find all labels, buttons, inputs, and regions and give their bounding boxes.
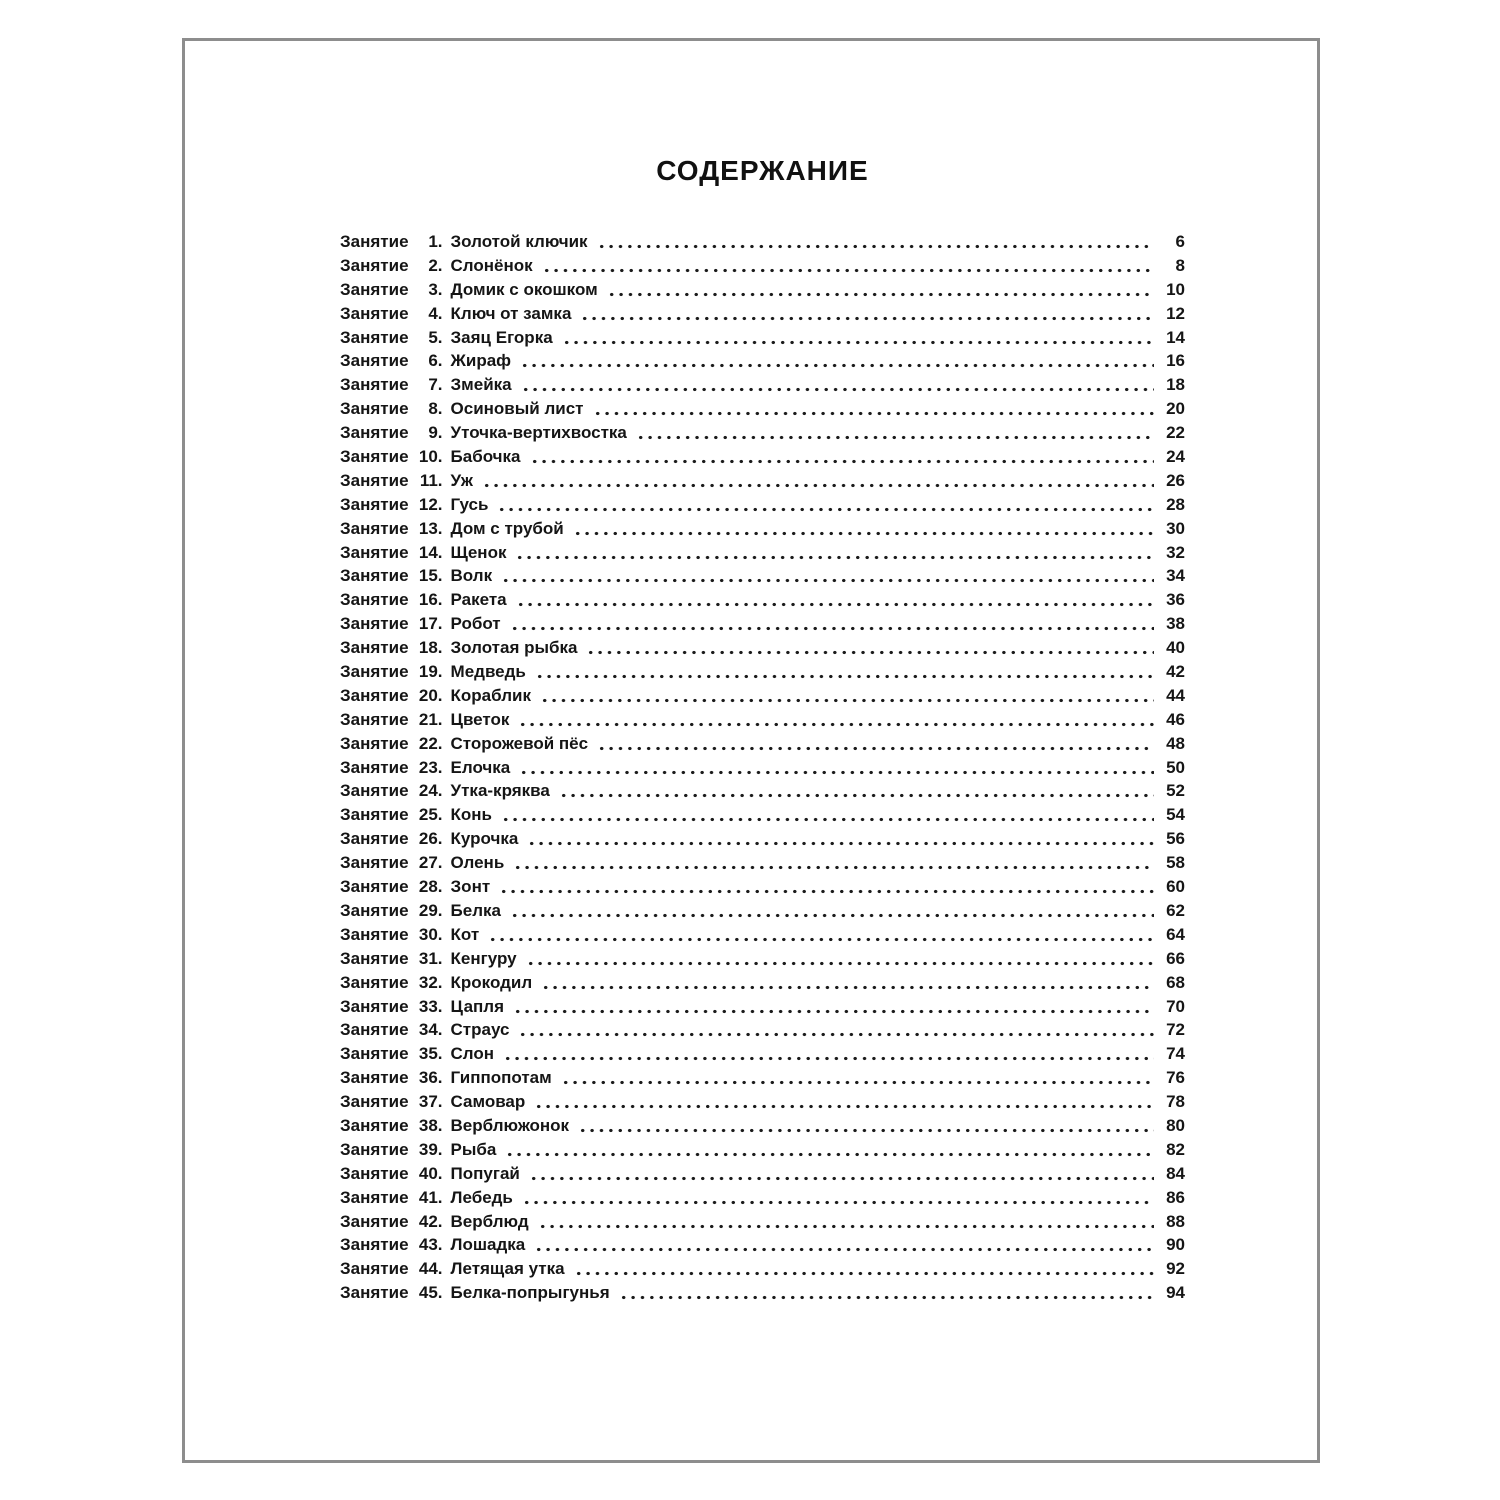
toc-item-number: 35. [418, 1044, 443, 1064]
toc-item-number: 26. [418, 829, 443, 849]
toc-item-page: 6 [1175, 232, 1185, 251]
toc-item-number: 25. [418, 805, 443, 825]
toc-item-number: 11. [419, 470, 443, 490]
toc-item-word: Занятие [340, 614, 409, 634]
toc-dot-leader [561, 1066, 1154, 1090]
toc-row [340, 708, 1185, 732]
toc-item-title: Зонт [450, 877, 491, 897]
toc-row [340, 1042, 1185, 1066]
toc-item-page: 32 [1166, 542, 1185, 562]
toc-item-page: 34 [1166, 566, 1185, 586]
toc-dot-leader [501, 803, 1154, 827]
toc-row [340, 278, 1185, 302]
toc-dot-leader [530, 445, 1155, 469]
toc-item-page: 22 [1166, 423, 1185, 443]
toc-row [340, 851, 1185, 875]
toc-item-title: Осиновый лист [450, 399, 584, 419]
toc-dot-leader [497, 493, 1154, 517]
toc-item-title: Жираф [450, 351, 512, 371]
toc-row [340, 660, 1185, 684]
toc-row [340, 302, 1185, 326]
toc-row [340, 1257, 1185, 1281]
toc-item-title: Олень [450, 853, 505, 873]
toc-row [340, 541, 1185, 565]
toc-row [340, 1090, 1185, 1114]
toc-dot-leader [559, 779, 1154, 803]
toc-item-title: Рыба [450, 1139, 497, 1159]
toc-item-number: 22. [418, 733, 443, 753]
toc-row [340, 588, 1185, 612]
toc-dot-leader [597, 732, 1154, 756]
toc-row [340, 469, 1185, 493]
toc-item-number: 41. [418, 1187, 443, 1207]
toc-item-number: 31. [418, 948, 443, 968]
toc-dot-leader [513, 851, 1154, 875]
toc-item-number: 5. [428, 327, 443, 347]
toc-item-number: 14. [418, 542, 443, 562]
toc-item-page: 76 [1166, 1068, 1185, 1088]
toc-item-word: Занятие [340, 996, 409, 1016]
toc-item-number: 30. [418, 924, 443, 944]
toc-dot-leader [499, 875, 1154, 899]
toc-item-title: Ключ от замка [450, 303, 572, 323]
toc-dot-leader [527, 827, 1154, 851]
toc-item-word: Занятие [340, 924, 409, 944]
toc-item-title: Заяц Егорка [450, 327, 553, 347]
toc-item-word: Занятие [340, 1163, 409, 1183]
toc-item-page: 56 [1166, 829, 1185, 849]
toc-item-word: Занятие [340, 900, 409, 920]
toc-item-number: 28. [418, 877, 443, 897]
toc-item-word: Занятие [340, 1115, 409, 1135]
toc-item-word: Занятие [340, 566, 409, 586]
toc-item-title: Уточка-вертихвостка [450, 423, 627, 443]
toc-item-number: 43. [418, 1235, 443, 1255]
toc-item-title: Дом с трубой [450, 518, 564, 538]
toc-item-title: Лебедь [450, 1187, 513, 1207]
toc-dot-leader [519, 756, 1154, 780]
toc-row [340, 326, 1185, 350]
toc-item-number: 17. [418, 614, 443, 634]
toc-dot-leader [542, 254, 1154, 278]
toc-item-word: Занятие [340, 757, 409, 777]
toc-item-number: 16. [418, 590, 443, 610]
toc-item-word: Занятие [340, 518, 409, 538]
toc-row [340, 636, 1185, 660]
toc-item-title: Гиппопотам [450, 1068, 552, 1088]
toc-item-title: Медведь [450, 662, 526, 682]
toc-item-word: Занятие [340, 1283, 409, 1303]
toc-item-word: Занятие [340, 1259, 409, 1279]
toc-item-page: 50 [1166, 757, 1185, 777]
toc-row [340, 1281, 1185, 1305]
toc-dot-leader [534, 1233, 1154, 1257]
toc-item-word: Занятие [340, 733, 409, 753]
toc-item-page: 36 [1166, 590, 1185, 610]
toc-dot-leader [518, 708, 1154, 732]
toc-row [340, 1066, 1185, 1090]
toc-item-title: Верблюд [450, 1211, 529, 1231]
toc-item-title: Летящая утка [450, 1259, 565, 1279]
toc-item-number: 23. [418, 757, 443, 777]
toc-dot-leader [518, 1018, 1154, 1042]
toc-dot-leader [513, 995, 1154, 1019]
toc-item-word: Занятие [340, 805, 409, 825]
toc-item-number: 10. [418, 447, 443, 467]
toc-item-title: Робот [450, 614, 501, 634]
toc-row [340, 230, 1185, 254]
toc-item-page: 10 [1166, 279, 1185, 299]
toc-item-word: Занятие [340, 279, 409, 299]
toc-item-number: 20. [418, 685, 443, 705]
toc-item-title: Бабочка [450, 447, 521, 467]
toc-item-title: Домик с окошком [450, 279, 598, 299]
toc-item-title: Верблюжонок [450, 1115, 569, 1135]
toc-dot-leader [535, 660, 1154, 684]
toc-item-page: 24 [1166, 447, 1185, 467]
toc-item-number: 18. [418, 638, 443, 658]
toc-item-title: Кораблик [450, 685, 531, 705]
toc-item-number: 29. [418, 900, 443, 920]
toc-row [340, 1138, 1185, 1162]
toc-item-number: 13. [418, 518, 443, 538]
toc-item-word: Занятие [340, 351, 409, 371]
toc-row [340, 421, 1185, 445]
toc-dot-leader [562, 326, 1154, 350]
toc-item-title: Елочка [450, 757, 511, 777]
toc-item-word: Занятие [340, 972, 409, 992]
toc-item-word: Занятие [340, 423, 409, 443]
toc-item-title: Утка-кряква [450, 781, 550, 801]
toc-dot-leader [505, 1138, 1154, 1162]
toc-item-word: Занятие [340, 1092, 409, 1112]
toc-row [340, 732, 1185, 756]
toc-item-number: 42. [418, 1211, 443, 1231]
toc-item-word: Занятие [340, 829, 409, 849]
toc-item-title: Крокодил [450, 972, 533, 992]
toc-row [340, 779, 1185, 803]
toc-dot-leader [636, 421, 1154, 445]
toc-item-number: 9. [428, 423, 443, 443]
toc-item-number: 4. [428, 303, 443, 323]
toc-item-word: Занятие [340, 1211, 409, 1231]
toc-row [340, 995, 1185, 1019]
toc-item-title: Золотая рыбка [450, 638, 578, 658]
toc-dot-leader [538, 1210, 1154, 1234]
toc-dot-leader [482, 469, 1154, 493]
toc-row [340, 971, 1185, 995]
toc-item-word: Занятие [340, 1044, 409, 1064]
toc-dot-leader [526, 947, 1154, 971]
toc-row [340, 827, 1185, 851]
toc-item-number: 34. [418, 1020, 443, 1040]
toc-item-page: 12 [1166, 303, 1185, 323]
toc-item-page: 74 [1166, 1044, 1185, 1064]
toc-item-title: Золотой ключик [450, 232, 588, 251]
toc-row [340, 756, 1185, 780]
toc-row [340, 1210, 1185, 1234]
toc-row [340, 1162, 1185, 1186]
toc-dot-leader [534, 1090, 1154, 1114]
toc-item-word: Занятие [340, 447, 409, 467]
toc-item-page: 70 [1166, 996, 1185, 1016]
toc-item-number: 7. [428, 375, 443, 395]
toc-item-title: Лошадка [450, 1235, 526, 1255]
toc-list [340, 230, 1185, 1305]
toc-item-title: Белка [450, 900, 501, 920]
toc-item-page: 90 [1166, 1235, 1185, 1255]
toc-item-page: 64 [1166, 924, 1185, 944]
toc-row [340, 803, 1185, 827]
toc-item-page: 20 [1166, 399, 1185, 419]
toc-item-page: 48 [1166, 733, 1185, 753]
toc-item-number: 45. [418, 1283, 443, 1303]
toc-dot-leader [501, 564, 1154, 588]
toc-item-title: Белка-попрыгунья [450, 1283, 610, 1303]
toc-dot-leader [540, 684, 1154, 708]
toc-item-title: Страус [450, 1020, 510, 1040]
toc-row [340, 349, 1185, 373]
toc-row [340, 517, 1185, 541]
toc-dot-leader [488, 923, 1154, 947]
toc-row [340, 1186, 1185, 1210]
toc-dot-leader [529, 1162, 1154, 1186]
toc-row [340, 397, 1185, 421]
toc-dot-leader [522, 1186, 1154, 1210]
toc-item-word: Занятие [340, 948, 409, 968]
toc-item-word: Занятие [340, 781, 409, 801]
toc-dot-leader [574, 1257, 1154, 1281]
toc-item-page: 38 [1166, 614, 1185, 634]
toc-item-page: 68 [1166, 972, 1185, 992]
toc-item-word: Занятие [340, 662, 409, 682]
toc-item-title: Ракета [450, 590, 507, 610]
book-page [182, 38, 1320, 1463]
toc-item-title: Конь [450, 805, 493, 825]
toc-item-word: Занятие [340, 327, 409, 347]
toc-item-number: 12. [418, 494, 443, 514]
toc-item-word: Занятие [340, 1187, 409, 1207]
toc-item-word: Занятие [340, 590, 409, 610]
toc-dot-leader [510, 899, 1154, 923]
toc-dot-leader [520, 349, 1154, 373]
toc-item-page: 40 [1166, 638, 1185, 658]
toc-dot-leader [597, 230, 1154, 254]
toc-row [340, 875, 1185, 899]
toc-item-page: 16 [1166, 351, 1185, 371]
toc-row [340, 1018, 1185, 1042]
toc-row [340, 923, 1185, 947]
toc-item-title: Сторожевой пёс [450, 733, 589, 753]
toc-item-word: Занятие [340, 375, 409, 395]
toc-item-page: 54 [1166, 805, 1185, 825]
toc-item-page: 30 [1166, 518, 1185, 538]
toc-item-title: Гусь [450, 494, 489, 514]
toc-item-page: 52 [1166, 781, 1185, 801]
toc-item-page: 14 [1166, 327, 1185, 347]
toc-item-number: 21. [418, 709, 443, 729]
toc-item-number: 38. [418, 1115, 443, 1135]
toc-item-page: 60 [1166, 877, 1185, 897]
toc-item-number: 27. [418, 853, 443, 873]
toc-item-number: 36. [418, 1068, 443, 1088]
toc-item-word: Занятие [340, 638, 409, 658]
toc-item-title: Цветок [450, 709, 510, 729]
toc-item-word: Занятие [340, 709, 409, 729]
toc-item-word: Занятие [340, 494, 409, 514]
toc-item-page: 46 [1166, 709, 1185, 729]
toc-item-number: 40. [418, 1163, 443, 1183]
toc-item-title: Попугай [450, 1163, 520, 1183]
toc-item-word: Занятие [340, 399, 409, 419]
toc-item-word: Занятие [340, 685, 409, 705]
toc-item-page: 28 [1166, 494, 1185, 514]
toc-item-page: 88 [1166, 1211, 1185, 1231]
toc-item-word: Занятие [340, 853, 409, 873]
toc-item-word: Занятие [340, 542, 409, 562]
toc-item-page: 86 [1166, 1187, 1185, 1207]
toc-dot-leader [578, 1114, 1154, 1138]
toc-dot-leader [503, 1042, 1154, 1066]
toc-item-page: 26 [1166, 470, 1185, 490]
toc-item-word: Занятие [340, 303, 409, 323]
toc-item-page: 92 [1166, 1259, 1185, 1279]
toc-item-number: 19. [418, 662, 443, 682]
toc-item-title: Курочка [450, 829, 519, 849]
toc-row [340, 445, 1185, 469]
toc-item-number: 8. [428, 399, 443, 419]
toc-dot-leader [593, 397, 1155, 421]
toc-item-page: 82 [1166, 1139, 1185, 1159]
toc-item-page: 80 [1166, 1115, 1185, 1135]
page-content [340, 156, 1185, 1305]
toc-item-title: Слонёнок [450, 255, 533, 275]
toc-item-page: 62 [1166, 900, 1185, 920]
page-title: СОДЕРЖАНИЕ [656, 155, 869, 186]
toc-item-word: Занятие [340, 255, 409, 275]
toc-item-title: Щенок [450, 542, 507, 562]
toc-item-word: Занятие [340, 1068, 409, 1088]
toc-item-number: 44. [418, 1259, 443, 1279]
toc-item-word: Занятие [340, 1139, 409, 1159]
toc-dot-leader [573, 517, 1154, 541]
toc-dot-leader [510, 612, 1154, 636]
toc-item-page: 94 [1166, 1283, 1185, 1303]
toc-item-word: Занятие [340, 232, 409, 251]
toc-item-word: Занятие [340, 1235, 409, 1255]
toc-item-page: 18 [1166, 375, 1185, 395]
toc-item-word: Занятие [340, 877, 409, 897]
toc-row [340, 899, 1185, 923]
toc-dot-leader [515, 541, 1154, 565]
toc-dot-leader [516, 588, 1154, 612]
toc-row [340, 1233, 1185, 1257]
toc-item-title: Цапля [450, 996, 505, 1016]
toc-item-number: 24. [418, 781, 443, 801]
toc-dot-leader [580, 302, 1154, 326]
toc-row [340, 684, 1185, 708]
toc-item-number: 2. [428, 255, 443, 275]
toc-item-word: Занятие [340, 1020, 409, 1040]
toc-row [340, 612, 1185, 636]
toc-row [340, 947, 1185, 971]
toc-dot-leader [619, 1281, 1154, 1305]
toc-item-title: Слон [450, 1044, 495, 1064]
toc-row [340, 1114, 1185, 1138]
toc-item-page: 58 [1166, 853, 1185, 873]
toc-item-number: 33. [418, 996, 443, 1016]
toc-item-page: 42 [1166, 662, 1185, 682]
toc-dot-leader [521, 373, 1154, 397]
toc-item-number: 32. [418, 972, 443, 992]
toc-row [340, 493, 1185, 517]
toc-item-number: 37. [418, 1092, 443, 1112]
toc-item-page: 8 [1175, 255, 1185, 275]
toc-row [340, 564, 1185, 588]
toc-item-title: Уж [450, 470, 473, 490]
toc-item-title: Кот [450, 924, 480, 944]
toc-item-page: 72 [1166, 1020, 1185, 1040]
toc-item-page: 66 [1166, 948, 1185, 968]
toc-item-number: 15. [418, 566, 443, 586]
toc-item-title: Самовар [450, 1092, 526, 1112]
toc-dot-leader [607, 278, 1154, 302]
toc-item-title: Змейка [450, 375, 512, 395]
toc-item-number: 3. [428, 279, 443, 299]
toc-item-title: Кенгуру [450, 948, 517, 968]
toc-item-number: 6. [428, 351, 443, 371]
toc-item-page: 44 [1166, 685, 1185, 705]
toc-item-page: 84 [1166, 1163, 1185, 1183]
toc-item-title: Волк [450, 566, 493, 586]
toc-dot-leader [541, 971, 1154, 995]
toc-item-number: 1. [428, 232, 443, 251]
toc-row [340, 254, 1185, 278]
toc-item-page: 78 [1166, 1092, 1185, 1112]
toc-item-word: Занятие [340, 470, 409, 490]
toc-row [340, 373, 1185, 397]
toc-dot-leader [586, 636, 1154, 660]
toc-item-number: 39. [418, 1139, 443, 1159]
